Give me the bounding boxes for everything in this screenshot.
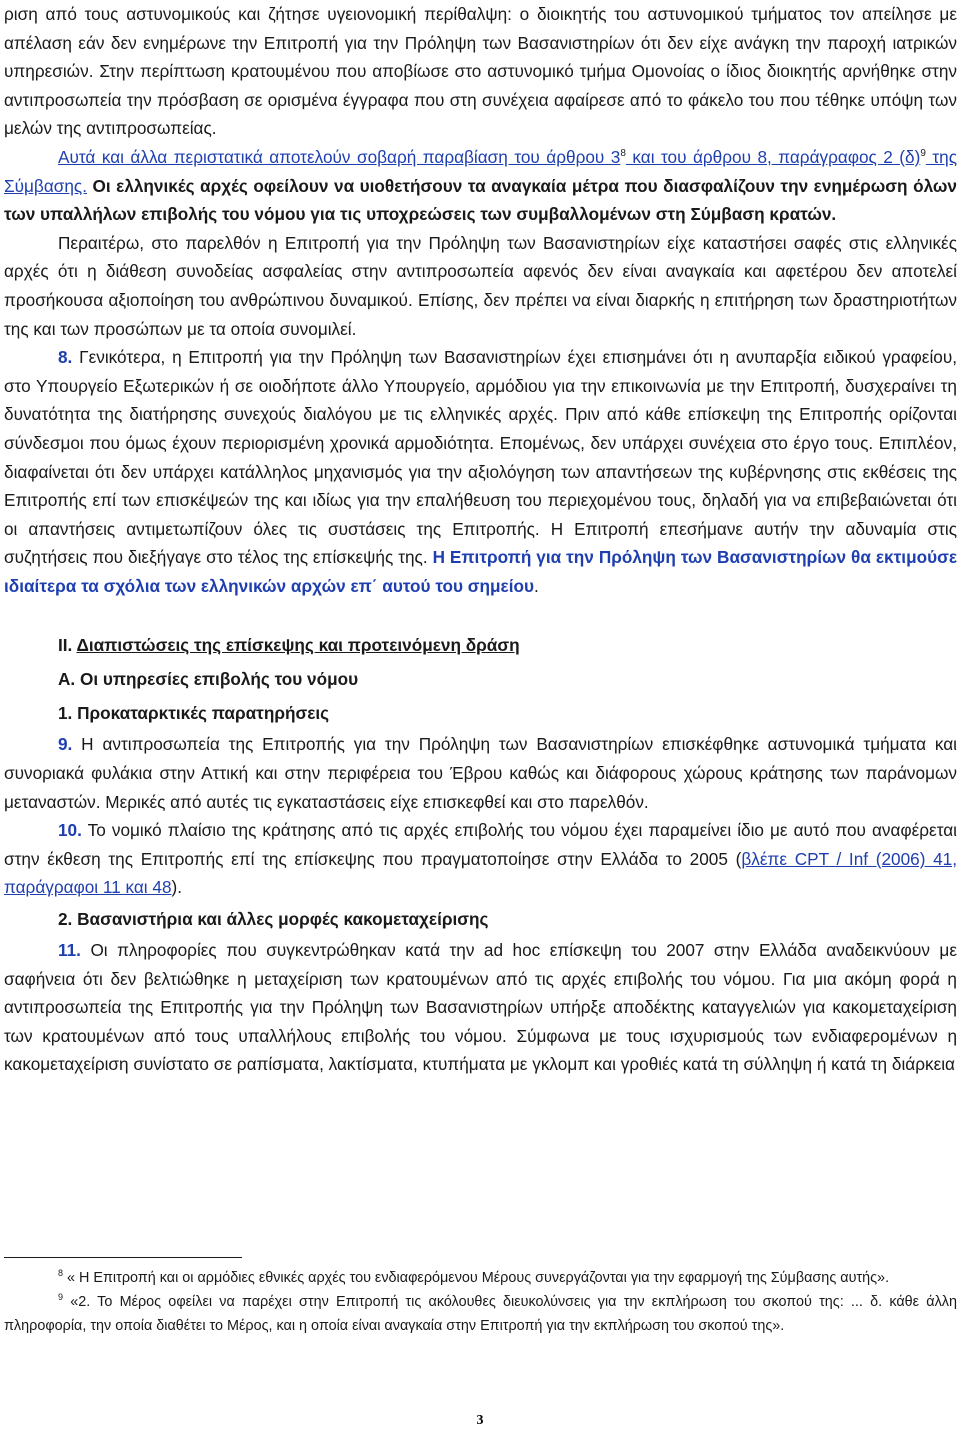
violation-text-c: της Σύμβασης. (4, 146, 957, 196)
footnote-8-mark: 8 (58, 1268, 64, 1278)
heading-preliminary: 1. Προκαταρκτικές παρατηρήσεις (58, 703, 330, 724)
footnote-ref-8[interactable]: 8 (620, 147, 626, 159)
paragraph-8-text: Γενικότερα, η Επιτροπή για την Πρόληψη των Βασανιστηρίων έχει επισημάνει ότι η ανυπαρξία ειδικού γραφείου, στο Υπουργείο Εξωτερικών ή σε οιοδήποτε άλλο Υπουργείο, αρμόδιου για την επικοινωνία με την Επιτροπή, δυσχεραίνει τη δυνατότητα της διατήρησης συνεχούς διαλόγου με τις ελληνικές αρχές. Πριν από κάθε επίσκεψη της Επιτροπής ορίζονται σύνδεσμοι που όμως έχουν περιορισμένη χρονικά αρμοδιότητα. Επομένως, δεν υπάρχει συνέχεια στο έργο τους. Επιπλέον, διαφαίνεται ότι δεν υπάρχει κατάλληλος μηχανισμός για την αξιολόγηση των απαντήσεων της κυβέρνησης στις εκθέσεις της Επιτροπής επί των επισκέψεών της και ιδίως για την επαλήθευση του περιεχομένου τους, δηλαδή για να επιβεβαιώνεται ότι οι απαντήσεις αντιμετωπίζουν όλες τις συστάσεις της Επιτροπής. Η Επιτροπή επεσήμανε αυτήν την αδυναμία στις συζητήσεις που διεξήγαγε στο τέλος της επίσκεψής της. (4, 347, 957, 568)
footnote-9 (4, 1290, 957, 1338)
paragraph-10-end: ). (171, 877, 183, 898)
paragraph-8-end: . (534, 575, 539, 596)
heading-section-ii-title: Διαπιστώσεις της επίσκεψης και προτεινόμενη δράση (76, 635, 520, 656)
paragraph-9-text: Η αντιπροσωπεία της Επιτροπής για την Πρόληψη των Βασανιστηρίων επισκέφθηκε αστυνομικά τμήματα και συνοριακά φυλάκια στην Αττική και στην περιφέρεια του Έβρου καθώς και διάφορους χώρους κράτησης των παράνομων μεταναστών. Μερικές από αυτές τις εγκαταστάσεις είχε επισκεφθεί και στο παρελθόν. (4, 734, 957, 812)
paragraph-number-11: 11. (58, 940, 81, 961)
violation-recommendation: Οι ελληνικές αρχές οφείλουν να υιοθετήσουν τα αναγκαία μέτρα που διασφαλίζουν την ενημέρωση όλων των υπαλλήλων επιβολής του νόμου για τις υποχρεώσεις των συμβαλλομένων στη Σύμβαση κρατών. (4, 175, 957, 225)
page-number: 3 (476, 1413, 484, 1428)
paragraph-11-text: Οι πληροφορίες που συγκεντρώθηκαν κατά την ad hoc επίσκεψη του 2007 στην Ελλάδα αναδεικνύουν με σαφήνεια ότι δεν βελτιώθηκε η μεταχείριση των κρατουμένων από τις αρχές επιβολής του νόμου. Για μια ακόμη φορά η αντιπροσωπεία της Επιτροπής για την Πρόληψη των Βασανιστηρίων υπήρξε αποδέκτης καταγγελιών για κακομεταχείριση των κρατουμένων από τους υπαλλήλους επιβολής του νόμου. Σύμφωνα με τους ισχυρισμούς των ενδιαφερομένων η κακομεταχείριση συνίστατο σε ραπίσματα, λακτίσματα, κτυπήματα με γκλομπ και γροθιές κατά τη σύλληψη ή κατά τη διάρκεια (4, 940, 957, 1075)
footnote-divider (4, 1257, 242, 1258)
violation-text-b: και του άρθρου 8, παράγραφος 2 (δ) (625, 146, 921, 167)
paragraph-intro: ριση από τους αστυνομικούς και ζήτησε υγειονομική περίθαλψη: ο διοικητής του αστυνομικού τμήματος τον απείλησε με απέλαση εάν δεν ενημέρωνε την Επιτροπή για την Πρόληψη των Βασανιστηρίων ότι δεν είχε ανάγκη την παροχή ιατρικών υπηρεσιών. Στην περίπτωση κρατουμένου που αποβίωσε στο αστυνομικό τμήμα Ομονοίας ο ίδιος διοικητής αρνήθηκε στην αντιπροσωπεία την πρόσβαση σε ορισμένα έγγραφα που στη συνέχεια αφαίρεσε από το φάκελο του που τέθηκε υπόψη των μελών της αντιπροσωπείας. (4, 4, 957, 139)
heading-section-a: Α. Οι υπηρεσίες επιβολής του νόμου (58, 669, 359, 690)
cpt-report-link[interactable]: βλέπε CPT / Inf (2006) 41, παράγραφοι 11 και 48 (4, 848, 957, 898)
paragraph-10-text: Το νομικό πλαίσιο της κράτησης από τις αρχές επιβολής του νόμου έχει παραμείνει ίδιο με αυτό που αναφέρεται στην έκθεση της Επιτροπής επί της επίσκεψης που πραγματοποίησε στην Ελλάδα το 2005 ( (4, 820, 957, 869)
paragraph-violation (4, 143, 957, 229)
paragraph-10 (4, 816, 957, 902)
footnote-8 (4, 1266, 957, 1290)
paragraph-8-recommendation: Η Επιτροπή για την Πρόληψη των Βασανιστηρίων θα εκτιμούσε ιδιαίτερα τα σχόλια των ελληνικών αρχών επ΄ αυτού του σημείου (4, 547, 957, 596)
heading-section-ii-number: ΙΙ. (58, 635, 73, 656)
violation-text-a: Αυτά και άλλα περιστατικά αποτελούν σοβαρή παραβίαση του άρθρου 3 (58, 146, 621, 167)
footnote-8-text: « Η Επιτροπή και οι αρμόδιες εθνικές αρχές του ενδιαφερόμενου Μέρους συνεργάζονται για την εφαρμογή της Σύμβασης αυτής». (63, 1270, 890, 1286)
footnote-ref-9[interactable]: 9 (920, 147, 926, 159)
footnote-9-mark: 9 (58, 1292, 64, 1302)
footnotes (4, 1266, 957, 1338)
paragraph-number-10: 10. (58, 820, 82, 841)
heading-torture: 2. Βασανιστήρια και άλλες μορφές κακομεταχείρισης (58, 909, 489, 930)
paragraph-8 (4, 343, 957, 600)
document-page (4, 0, 957, 1334)
heading-section-ii (4, 628, 957, 662)
paragraph-9 (4, 730, 957, 816)
paragraph-number-9: 9. (58, 734, 73, 755)
paragraph-11 (4, 936, 957, 1079)
paragraph-number-8: 8. (58, 347, 73, 368)
section-spacer (4, 600, 957, 628)
footnote-9-text: «2. Το Μέρος οφείλει να παρέχει στην Επιτροπή τις ακόλουθες διευκολύνσεις για την εκπλήρωση του σκοπού της: ... δ. κάθε άλλη πληροφορία, την οποία διαθέτει το Μέρος, και η οποία είναι αναγκαία στην Επιτροπή για την εκπλήρωση του σκοπού της». (4, 1294, 957, 1334)
paragraph-security-escort: Περαιτέρω, στο παρελθόν η Επιτροπή για την Πρόληψη των Βασανιστηρίων είχε καταστήσει σαφές στις ελληνικές αρχές ότι η διάθεση συνοδείας ασφαλείας στην αντιπροσωπεία αφενός δεν είναι αναγκαία και αφετέρου δεν αποτελεί προσήκουσα αξιοποίηση του ανθρώπινου δυναμικού. Επίσης, δεν πρέπει να είναι διαρκής η επιτήρηση των δραστηριοτήτων της και των προσώπων με τα οποία συνομιλεί. (4, 232, 957, 339)
